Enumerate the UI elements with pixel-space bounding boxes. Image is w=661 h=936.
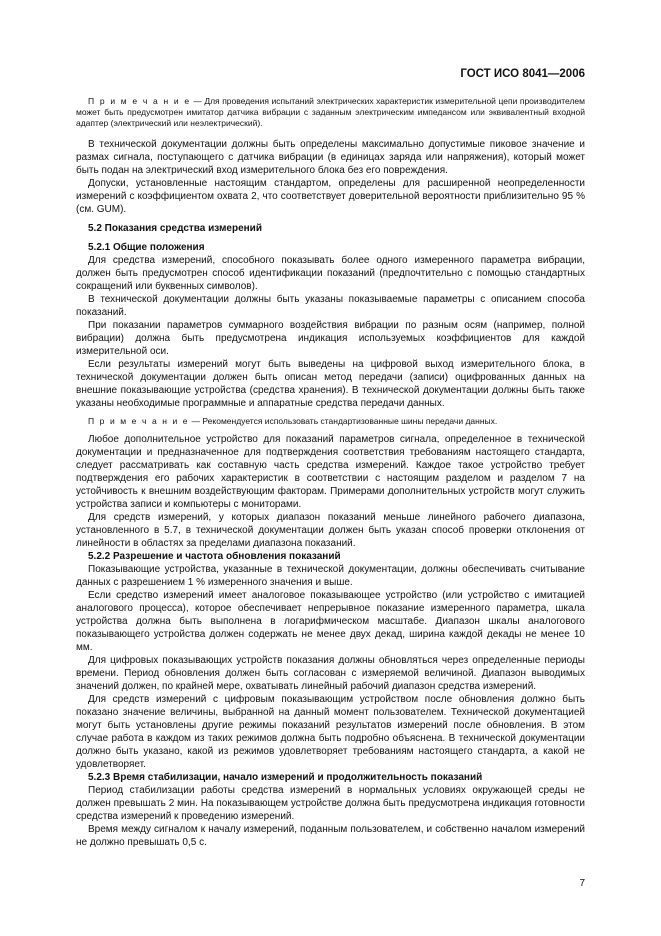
paragraph: Для средств измерений с цифровым показывающим устройством после обновления должно быть показано значение величины, выбранной на данный момент пользователем. Технической документацией могут быть установлены другие режимы показаний результатов измерений после обновления. В этом случае работа в каждом из таких режимов должна быть подробно объяснена. В технической документации должно быть указано, какой из режимов удовлетворяет требованиям настоящего стандарта, а какой не удовлетворяет. <box>76 694 585 770</box>
paragraph: Для цифровых показывающих устройств показания должны обновляться через определенные периоды времени. Период обновления должен быть согласован с измеряемой величиной. Диапазон выводимых значений должен, по крайней мере, охватывать линейный рабочий диапазон средства измерений. <box>76 655 585 692</box>
paragraph: Для средств измерений, у которых диапазон показаний меньше линейного рабочего диапазона, установленного в 5.7, в технической документации должен быть указан способ проверки отклонения от линейности в областях за пределами диапазона показаний. <box>76 512 585 549</box>
paragraph: Период стабилизации работы средства измерений в нормальных условиях окружающей среды не должен превышать 2 мин. На показывающем устройстве должна быть предусмотрена индикация готовности средства измерений к проведению измерений. <box>76 785 585 822</box>
page-number: 7 <box>579 878 585 889</box>
paragraph: Для средства измерений, способного показывать более одного измеренного параметра вибрации, должен быть предусмотрен способ идентификации показаний (предпочтительно с помощью стандартных сокращений или буквенных символов). <box>76 255 585 292</box>
paragraph: Любое дополнительное устройство для показаний параметров сигнала, определенное в технической документации и предназначенное для подтверждения соответствия требованиям настоящего стандарта, следует рассматривать как составную часть средства измерений. Каждое такое устройство требует подтверждения его рабочих характеристик в соответствии с настоящим разделом и разделом 7 на устойчивость к внешним воздействующим факторам. Примерами дополнительных устройств могут служить устройства записи и компьютеры с мониторами. <box>76 434 585 510</box>
subsection-heading: 5.2.2 Разрешение и частота обновления показаний <box>88 551 341 562</box>
paragraph: Если средство измерений имеет аналоговое показывающее устройство (или устройство с имитацией аналогового процесса), которое обеспечивает непрерывное показание измеренного параметра, шкала устройства должна быть выполнена в логарифмическом масштабе. Диапазон шкалы аналогового показывающего устройства должен содержать не менее двух декад, ширина каждой декады не менее 10 мм. <box>76 590 585 653</box>
paragraph: Допуски, установленные настоящим стандартом, определены для расширенной неопределенности измерений с коэффициентом охвата 2, что соответствует доверительной вероятности приблизительно 95 % (см. GUM). <box>76 178 585 215</box>
paragraph: В технической документации должны быть определены максимально допустимые пиковое значение и размах сигнала, поступающего с датчика вибрации (в единицах заряда или напряжения), который может быть подан на электрический вход измерительного блока без его повреждения. <box>76 139 585 176</box>
paragraph: Показывающие устройства, указанные в технической документации, должны обеспечивать считывание данных с разрешением 1 % измеренного значения и выше. <box>76 564 585 588</box>
subsection-heading: 5.2.1 Общие положения <box>88 242 205 253</box>
document-header: ГОСТ ИСО 8041—2006 <box>460 68 585 80</box>
paragraph: В технической документации должны быть указаны показываемые параметры с описанием способа показаний. <box>76 294 585 318</box>
note-text: — Для проведения испытаний электрических характеристик измерительной цепи производителем может быть предусмотрен имитатор датчика вибрации с заданным электрическим импедансом или эквивалентный входной адаптер (электрический или неэлектрический). <box>76 96 585 128</box>
paragraph: При показании параметров суммарного воздействия вибрации по разным осям (например, полной вибрации) должна быть предусмотрена индикация используемых коэффициентов для каждой измерительной оси. <box>76 320 585 357</box>
document-body <box>76 96 585 849</box>
note-text: — Рекомендуется использовать стандартизованные шины передачи данных. <box>191 416 498 426</box>
note-label: П р и м е ч а н и е <box>88 96 191 106</box>
note-paragraph <box>76 96 585 129</box>
subsection-heading: 5.2.3 Время стабилизации, начало измерений и продолжительность показаний <box>88 772 483 783</box>
note-paragraph <box>76 416 585 427</box>
note-label: П р и м е ч а н и е <box>88 416 190 426</box>
section-heading: 5.2 Показания средства измерений <box>88 223 262 234</box>
paragraph: Если результаты измерений могут быть выведены на цифровой выход измерительного блока, в технической документации должен быть описан метод передачи (записи) оцифрованных данных на внешние показывающие устройства (средства хранения). В технической документации должны быть также указаны необходимые программные и аппаратные средства передачи данных. <box>76 359 585 409</box>
paragraph: Время между сигналом к началу измерений, поданным пользователем, и собственно началом измерений не должно превышать 0,5 с. <box>76 824 585 848</box>
